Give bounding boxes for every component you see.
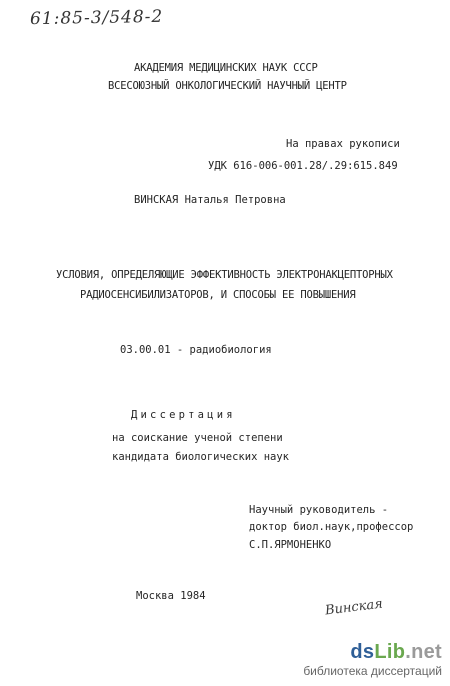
supervisor-degree: доктор биол.наук,профессор: [249, 521, 414, 533]
author-name: ВИНСКАЯ Наталья Петровна: [134, 194, 286, 206]
watermark-subtitle: библиотека диссертаций: [303, 664, 442, 678]
logo-net: .net: [405, 641, 442, 663]
dslib-watermark: [303, 641, 442, 678]
degree-line-1: на соискание ученой степени: [112, 432, 283, 444]
title-line-2: РАДИОСЕНСИБИЛИЗАТОРОВ, И СПОСОБЫ ЕЕ ПОВЫШЕНИЯ: [80, 289, 356, 301]
specialty-code: 03.00.01 - радиобиология: [120, 344, 272, 356]
header-academy: АКАДЕМИЯ МЕДИЦИНСКИХ НАУК СССР: [134, 62, 318, 74]
udk-code: УДК 616-006-001.28/.29:615.849: [208, 160, 398, 172]
supervisor-label: Научный руководитель -: [249, 504, 389, 516]
logo-ds: ds: [350, 641, 375, 663]
manuscript-rights: На правах рукописи: [286, 138, 400, 150]
supervisor-name: С.П.ЯРМОНЕНКО: [249, 539, 332, 551]
logo-lib: Lib: [374, 641, 406, 663]
dslib-logo: [303, 641, 442, 664]
author-signature: Винская: [324, 596, 384, 619]
place-year: Москва 1984: [136, 590, 206, 602]
handwritten-archive-number: 61:85-3/548-2: [29, 6, 164, 30]
title-line-1: УСЛОВИЯ, ОПРЕДЕЛЯЮЩИЕ ЭФФЕКТИВНОСТЬ ЭЛЕКТРОНАКЦЕПТОРНЫХ: [56, 269, 393, 281]
header-center: ВСЕСОЮЗНЫЙ ОНКОЛОГИЧЕСКИЙ НАУЧНЫЙ ЦЕНТР: [108, 80, 347, 92]
degree-line-2: кандидата биологических наук: [112, 451, 290, 463]
dissertation-heading: Диссертация: [131, 409, 236, 421]
